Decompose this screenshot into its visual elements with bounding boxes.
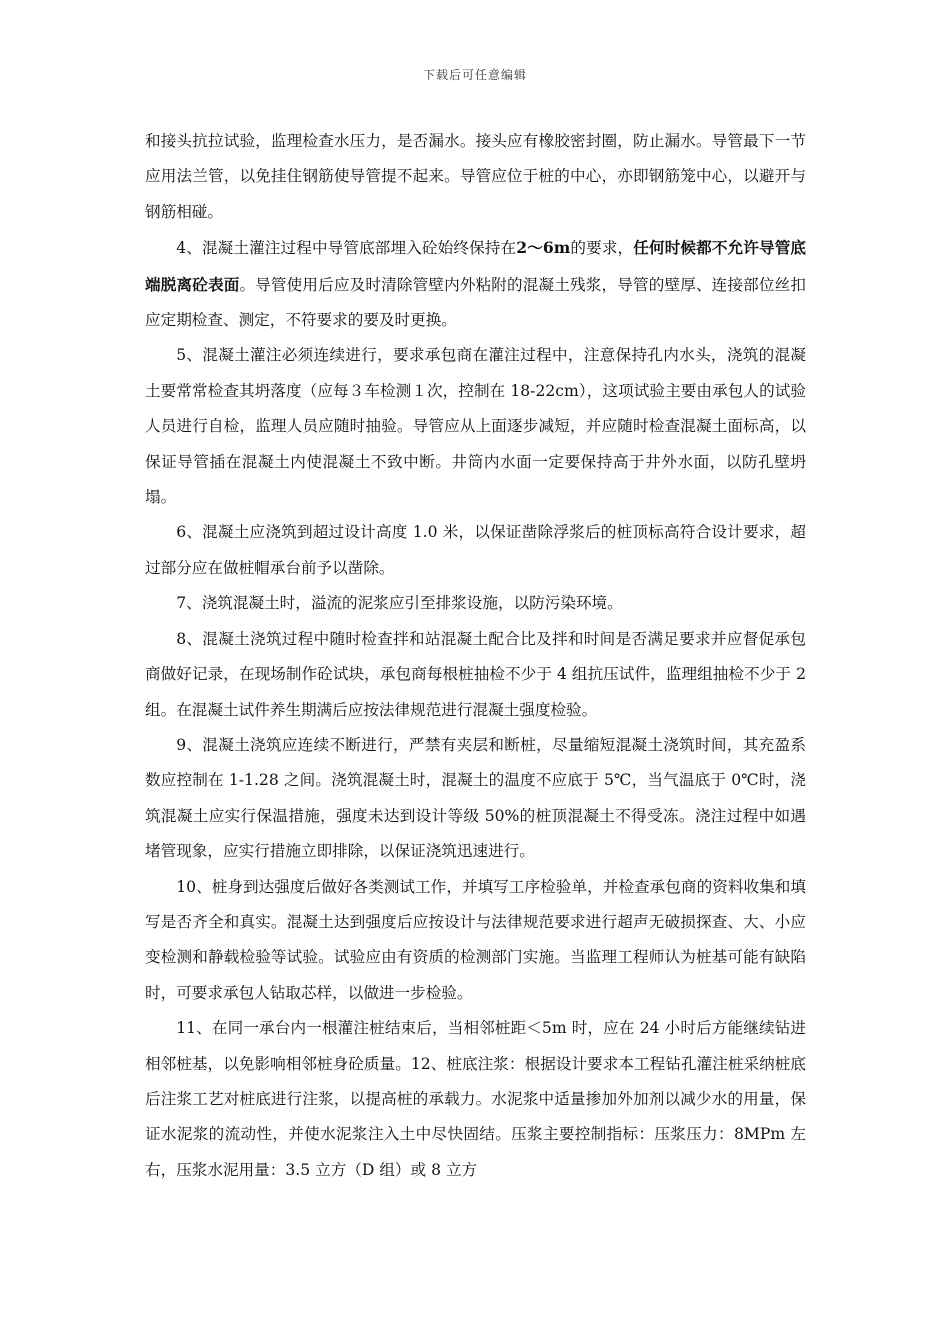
page-header: 下载后可任意编辑: [422, 68, 527, 82]
paragraph-item-6: [145, 515, 806, 586]
paragraph-item-7: [145, 586, 806, 621]
paragraph-item-8: [145, 622, 806, 728]
text-segment: 和接头抗拉试验，监理检查水压力，是否漏水。接头应有橡胶密封圈，防止漏水。导管最下一节应用法兰管，以免挂住钢筋使导管提不起来。导管应位于桩的中心，亦即钢筋笼中心，以避开与钢筋相碰。: [145, 132, 806, 221]
paragraph-continuation: [145, 124, 806, 230]
paragraph-item-9: [145, 728, 806, 870]
text-segment: 。导管使用后应及时清除管壁内外粘附的混凝土残浆，导管的壁厚、连接部位丝扣应定期检查、测定，不符要求的要及时更换。: [145, 275, 806, 330]
paragraph-item-11: [145, 1011, 806, 1188]
document-body: [145, 124, 806, 1188]
paragraph-item-10: [145, 870, 806, 1012]
text-segment: 4、混凝土灌注过程中导管底部埋入砼始终保持在: [176, 239, 517, 258]
paragraph-item-5: [145, 338, 806, 515]
text-segment: 6、混凝土应浇筑到超过设计高度 1.0 米，以保证凿除浮浆后的桩顶标高符合设计要求，超过部分应在做桩帽承台前予以凿除。: [145, 523, 806, 577]
bold-text-segment: 2～6m: [516, 238, 571, 258]
text-segment: 的要求，: [570, 239, 634, 258]
bold-text-segment: 任何时候都不允许导管底端脱离砼表面: [145, 238, 806, 294]
text-segment: 11、在同一承台内一根灌注桩结束后，当相邻桩距＜5m 时，应在 24 小时后方能继续钻进相邻桩基，以免影响相邻桩身砼质量。12、桩底注浆：根据设计要求本工程钻孔灌注桩采纳桩底后注浆工艺对桩底进行注浆，以提高桩的承载力。水泥浆中适量掺加外加剂以减少水的用量，保证水泥浆的流动性，并使水泥浆注入土中尽快固结。压浆主要控制指标：压浆压力：8MPm 左右，压浆水泥用量：3.5 立方（D 组）或 8 立方: [145, 1019, 806, 1179]
text-segment: 9、混凝土浇筑应连续不断进行，严禁有夹层和断桩，尽量缩短混凝土浇筑时间，其充盈系数应控制在 1-1.28 之间。浇筑混凝土时，混凝土的温度不应底于 5℃，当气温底于 0℃时，浇筑混凝土应实行保温措施，强度未达到设计等级 50%的桩顶混凝土不得受冻。浇注过程中如遇堵管现象，应实行措施立即排除，以保证浇筑迅速进行。: [145, 735, 806, 861]
text-segment: 5、混凝土灌注必须连续进行，要求承包商在灌注过程中，注意保持孔内水头，浇筑的混凝土要常常检查其坍落度（应每３车检测１次，控制在 18-22cm），这项试验主要由承包人的试验人员进行自检，监理人员应随时抽验。导管应从上面逐步减短，并应随时检查混凝土面标高，以保证导管插在混凝土内使混凝土不致中断。井筒内水面一定要保持高于井外水面，以防孔壁坍塌。: [145, 346, 806, 507]
paragraph-item-4: [145, 230, 806, 338]
text-segment: 8、混凝土浇筑过程中随时检查拌和站混凝土配合比及拌和时间是否满足要求并应督促承包商做好记录，在现场制作砼试块，承包商每根桩抽检不少于 4 组抗压试件，监理组抽检不少于 2 组。在混凝土试件养生期满后应按法律规范进行混凝土强度检验。: [145, 629, 806, 719]
text-segment: 7、浇筑混凝土时，溢流的泥浆应引至排浆设施，以防污染环境。: [176, 594, 623, 613]
text-segment: 10、桩身到达强度后做好各类测试工作，并填写工序检验单，并检查承包商的资料收集和填写是否齐全和真实。混凝土达到强度后应按设计与法律规范要求进行超声无破损探查、大、小应变检测和静载检验等试验。试验应由有资质的检测部门实施。当监理工程师认为桩基可能有缺陷时，可要求承包人钻取芯样，以做进一步检验。: [145, 877, 806, 1002]
